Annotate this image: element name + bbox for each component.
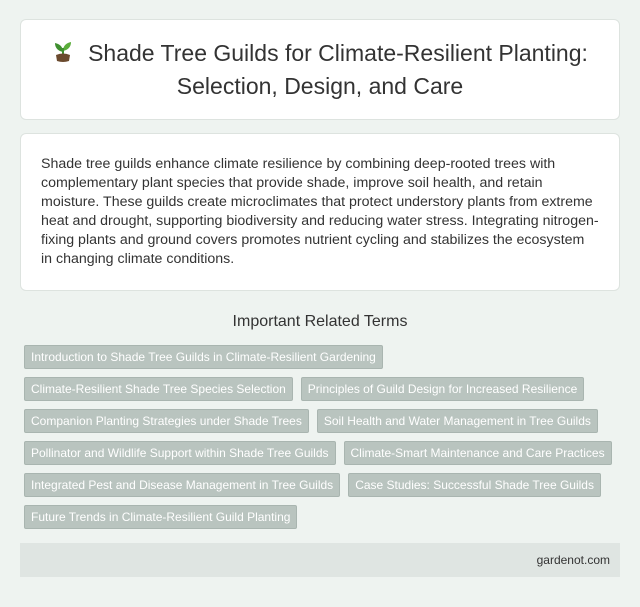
page-title bbox=[50, 38, 590, 102]
related-term-link[interactable]: Companion Planting Strategies under Shade Trees bbox=[24, 409, 309, 433]
description-card bbox=[20, 133, 620, 291]
related-terms-list bbox=[24, 345, 624, 529]
title-card bbox=[20, 19, 620, 120]
related-term-link[interactable]: Principles of Guild Design for Increased Resilience bbox=[301, 377, 584, 401]
related-term-link[interactable]: Climate-Resilient Shade Tree Species Selection bbox=[24, 377, 293, 401]
site-name[interactable]: gardenot.com bbox=[536, 553, 610, 567]
related-term-link[interactable]: Pollinator and Wildlife Support within Shade Tree Guilds bbox=[24, 441, 336, 465]
seedling-icon bbox=[52, 39, 74, 71]
related-term-link[interactable]: Introduction to Shade Tree Guilds in Climate-Resilient Gardening bbox=[24, 345, 383, 369]
description-text: Shade tree guilds enhance climate resilience by combining deep-rooted trees with complementary plant species that provide shade, improve soil health, and retain moisture. These guilds create microclimates that protect understory plants from extreme heat and drought, supporting biodiversity and reducing water stress. Integrating nitrogen-fixing plants and ground covers promotes nutrient cycling and stabilizes the ecosystem in changing climate conditions. bbox=[41, 156, 599, 267]
related-term-link[interactable]: Future Trends in Climate-Resilient Guild Planting bbox=[24, 505, 297, 529]
related-term-link[interactable]: Soil Health and Water Management in Tree Guilds bbox=[317, 409, 598, 433]
page-title-text: Shade Tree Guilds for Climate-Resilient Planting: Selection, Design, and Care bbox=[88, 39, 588, 99]
footer-bar bbox=[20, 543, 620, 577]
related-term-link[interactable]: Case Studies: Successful Shade Tree Guilds bbox=[348, 473, 601, 497]
related-term-link[interactable]: Integrated Pest and Disease Management in Tree Guilds bbox=[24, 473, 340, 497]
related-term-link[interactable]: Climate-Smart Maintenance and Care Practices bbox=[344, 441, 612, 465]
related-terms-heading: Important Related Terms bbox=[232, 313, 408, 330]
